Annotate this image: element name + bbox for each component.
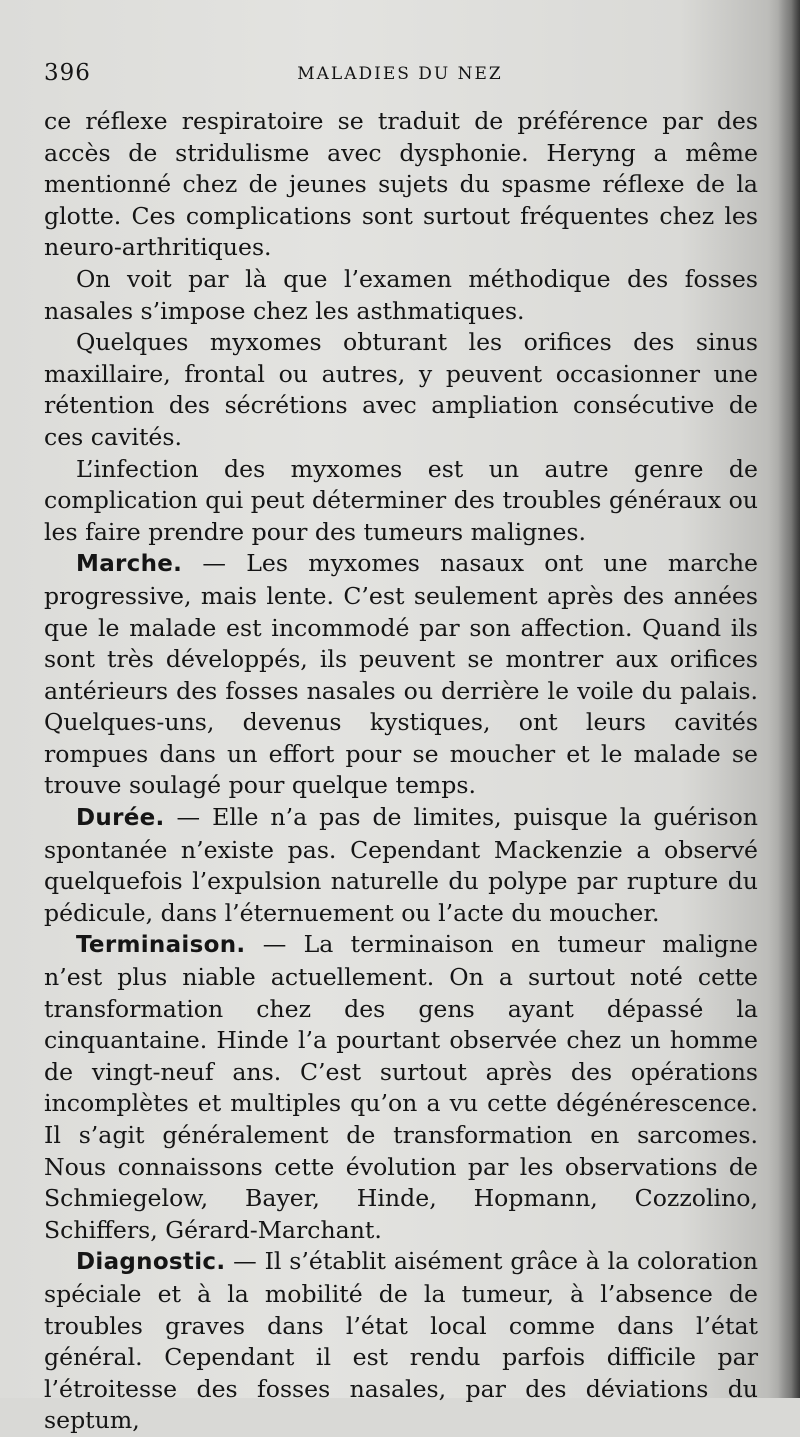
paragraph-text: — Elle n’a pas de limites, puisque la guérison spontanée n’existe pas. Cependant Mackenzie a observé quelquefois l’expulsion naturelle du polype par rupture du pédicule, dans l’éternuement ou l’acte du moucher. [44,803,758,927]
section-heading-duree: Durée. [76,805,165,832]
paragraph [44,106,758,264]
paragraph [44,264,758,327]
section-paragraph-terminaison [44,929,758,1246]
paragraph [44,454,758,549]
running-title: MALADIES DU NEZ [297,64,503,84]
page-gutter-shadow [778,0,800,1398]
paragraph-text: On voit par là que l’examen méthodique des fosses nasales s’impose chez les asthmatiques. [44,264,758,325]
paragraph-text: ce réflexe respiratoire se traduit de préférence par des accès de stridulisme avec dysphonie. Heryng a même mentionné chez de jeunes sujets du spasme réflexe de la glotte. Ces complications sont surtout fréquentes chez les neuro-arthritiques. [44,107,758,262]
section-paragraph-marche [44,548,758,802]
section-heading-diagnostic: Diagnostic. [76,1249,226,1276]
paragraph-text: Quelques myxomes obturant les orifices des sinus maxillaire, frontal ou autres, y peuvent occasionner une rétention des sécrétions avec ampliation consécutive de ces cavités. [44,328,758,451]
body-text [44,106,758,1437]
paragraph-text: — Les myxomes nasaux ont une marche progressive, mais lente. C’est seulement après des années que le malade est incommodé par son affection. Quand ils sont très développés, ils peuvent se montrer aux orifices antérieurs des fosses nasales ou derrière le voile du palais. Quelques-uns, devenus kystiques, ont leurs cavités rompues dans un effort pour se moucher et le malade se trouve soulagé pour quelque temps. [44,549,758,800]
paragraph-text: L’infection des myxomes est un autre genre de complication qui peut déterminer des troubles généraux ou les faire prendre pour des tumeurs malignes. [44,454,758,546]
paragraph [44,327,758,453]
page-number: 396 [44,60,91,86]
paragraph-text: — La terminaison en tumeur maligne n’est plus niable actuellement. On a surtout noté cette transformation chez des gens ayant dépassé la cinquantaine. Hinde l’a pourtant observée chez un homme de vingt-neuf ans. C’est surtout après des opérations incomplètes et multiples qu’on a vu cette dégénérescence. Il s’agit généralement de transformation en sarcomes. Nous connaissons cette évolution par les observations de Schmiegelow, Bayer, Hinde, Hopmann, Cozzolino, Schiffers, Gérard-Marchant. [44,930,758,1244]
section-paragraph-duree [44,802,758,929]
paragraph-text: — Il s’établit aisément grâce à la coloration spéciale et à la mobilité de la tumeur, à l’absence de troubles graves dans l’état local comme dans l’état général. Cependant il est rendu parfois difficile par l’étroitesse des fosses nasales, par des déviations du septum, [44,1247,758,1435]
section-heading-marche: Marche. [76,551,183,578]
page-header [44,60,756,90]
section-heading-terminaison: Terminaison. [76,932,246,959]
section-paragraph-diagnostic [44,1246,758,1437]
